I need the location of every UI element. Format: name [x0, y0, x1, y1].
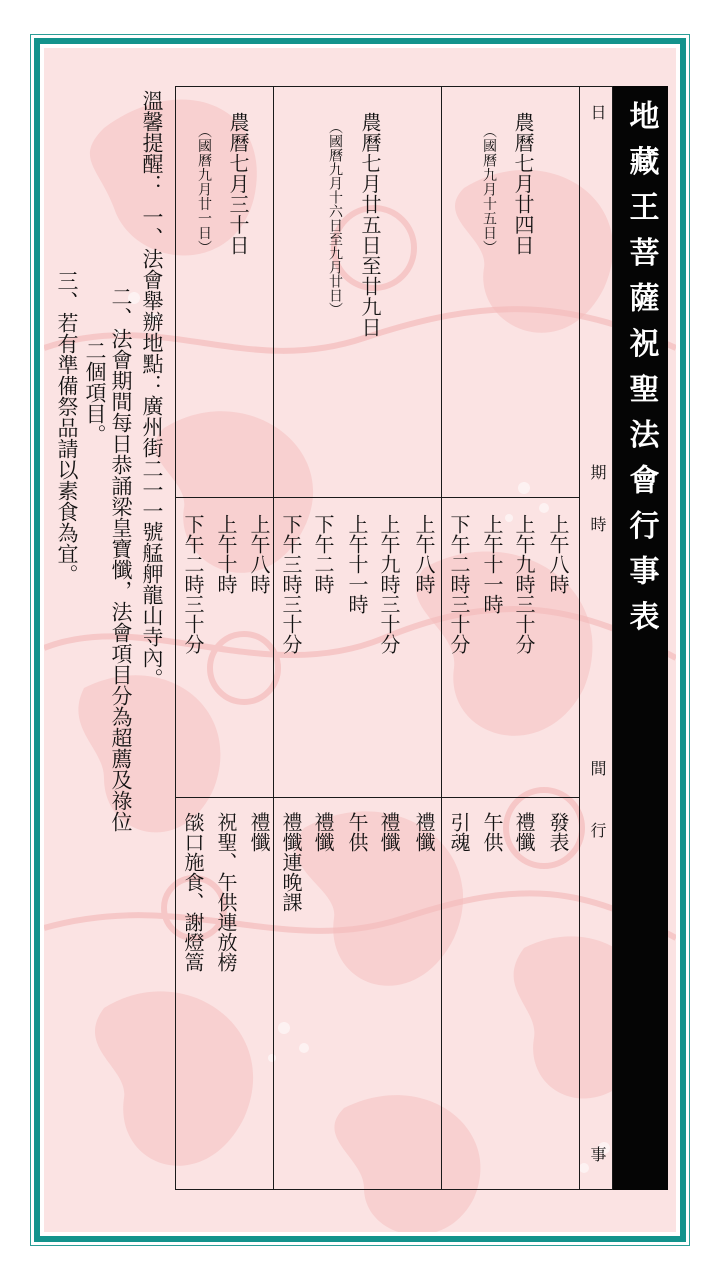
day3-event-2: 祝聖、午供連放榜	[214, 812, 238, 972]
day1-time-4: 下午二時三十分	[447, 514, 471, 654]
reminder-item-2-continued: 二個項目。	[83, 340, 107, 445]
day3-event-1: 禮懺	[247, 812, 271, 852]
day2-event-5: 禮懺連晚課	[279, 812, 303, 912]
day3-event-3: 燄口施食、謝燈篙	[181, 812, 205, 972]
header-time-1: 時	[588, 516, 607, 532]
day1-time-3: 上午十一時	[480, 514, 504, 614]
day2-time-1: 上午八時	[412, 514, 436, 594]
day1-event-3: 午供	[480, 812, 504, 852]
day2-time-2: 上午九時三十分	[377, 514, 401, 654]
day1-gregorian: （國曆九月十五日）	[481, 124, 497, 255]
day3-gregorian: （國曆九月廿一日）	[196, 124, 212, 255]
day1-time-1: 上午八時	[546, 514, 570, 594]
day1-lunar: 農曆七月廿四日	[511, 112, 535, 256]
day1-time-2: 上午九時三十分	[512, 514, 536, 654]
day3-time-2: 上午十時	[214, 514, 238, 594]
header-period: 期	[588, 464, 607, 480]
page-title: 地藏王菩薩祝聖法會行事表	[623, 100, 659, 646]
reminder-item-2: 二、法會期間每日恭誦梁皇寶懺，法會項目分為超薦及祿位	[109, 286, 133, 832]
day2-time-4: 下午二時	[311, 514, 335, 594]
day2-event-3: 午供	[345, 812, 369, 852]
day2-event-1: 禮懺	[412, 812, 436, 852]
reminder-item-1: 一、法會舉辦地點：廣州街二一一號艋舺龍山寺內。	[140, 206, 164, 689]
reminder-item-3: 三、若有準備祭品請以素食為宜。	[55, 270, 79, 585]
day2-event-4: 禮懺	[311, 812, 335, 852]
header-item-2: 事	[588, 1146, 607, 1162]
day1-event-1: 發表	[546, 812, 570, 852]
day2-event-2: 禮懺	[377, 812, 401, 852]
day2-time-5: 下午三時三十分	[279, 514, 303, 654]
day2-lunar: 農曆七月廿五日至廿九日	[358, 112, 382, 338]
header-item-1: 行	[588, 822, 607, 838]
day2-gregorian: （國曆九月十六日至九月廿日）	[327, 120, 343, 316]
day2-time-3: 上午十一時	[345, 514, 369, 614]
header-time-2: 間	[588, 760, 607, 776]
day1-event-4: 引魂	[447, 812, 471, 852]
day1-event-2: 禮懺	[512, 812, 536, 852]
day3-time-1: 上午八時	[247, 514, 271, 594]
header-date: 日	[588, 104, 607, 120]
day3-time-3: 下午二時三十分	[181, 514, 205, 654]
day3-lunar: 農曆七月三十日	[226, 112, 250, 256]
reminder-heading: 溫馨提醒：	[140, 90, 164, 195]
